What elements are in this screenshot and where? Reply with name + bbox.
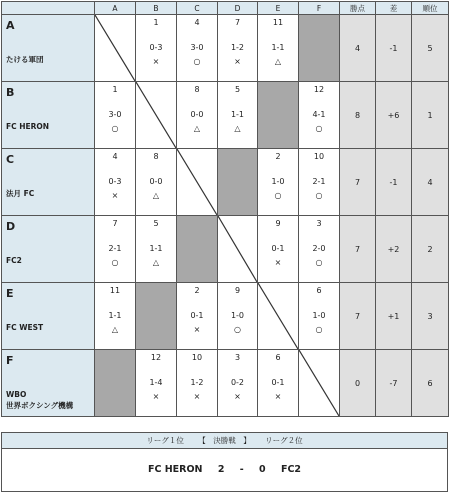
- match-result-cell: [95, 82, 136, 149]
- match-number: 1: [112, 85, 118, 94]
- self-match-cell: [218, 216, 258, 283]
- team-name: FC2: [6, 256, 22, 265]
- match-number: 4: [194, 18, 200, 27]
- diagonal-line: [136, 82, 176, 148]
- team-name: たける軍団: [6, 55, 44, 64]
- no-match-cell: [177, 216, 218, 283]
- final-header: [2, 433, 447, 449]
- diagonal-line: [258, 283, 298, 349]
- match-number: 7: [112, 219, 118, 228]
- match-score: 1-1: [271, 43, 285, 52]
- match-number: 3: [234, 353, 241, 362]
- final-title: 【 決勝戦 】: [198, 436, 251, 445]
- final-league-first-label: リーグ１位: [146, 436, 184, 445]
- self-match-cell: [177, 149, 218, 216]
- points-cell: 7: [340, 283, 376, 350]
- league-table: [1, 1, 449, 417]
- self-match-cell: [136, 82, 177, 149]
- match-score: 0-3: [149, 43, 163, 52]
- match-result-cell: [218, 82, 258, 149]
- goal-diff-cell: +6: [376, 82, 412, 149]
- match-result-cell: [136, 350, 177, 417]
- match-mark: △: [234, 124, 241, 133]
- goal-diff-cell: -1: [376, 15, 412, 82]
- team-row: [2, 283, 449, 350]
- team-code: A: [6, 19, 15, 32]
- team-name: 法月 FC: [6, 189, 35, 198]
- header-cell: [2, 2, 95, 15]
- match-result-cell: [258, 216, 299, 283]
- points-cell: 8: [340, 82, 376, 149]
- match-result-cell: [258, 15, 299, 82]
- no-match-cell: [95, 350, 136, 417]
- header-cell: C: [177, 2, 218, 15]
- match-score: 2-1: [108, 244, 122, 253]
- final-match-panel: [1, 432, 448, 492]
- match-mark: ○: [111, 258, 119, 267]
- match-mark: ×: [152, 57, 160, 66]
- match-result-cell: [299, 149, 340, 216]
- header-cell: F: [299, 2, 340, 15]
- no-match-cell: [136, 283, 177, 350]
- rank-cell: 4: [412, 149, 449, 216]
- match-mark: ×: [234, 392, 241, 401]
- match-mark: ○: [315, 258, 323, 267]
- match-result-cell: [299, 82, 340, 149]
- team-row: [2, 149, 449, 216]
- header-cell: 差: [376, 2, 412, 15]
- no-match-cell: [258, 82, 299, 149]
- match-number: 7: [234, 18, 241, 27]
- header-cell: B: [136, 2, 177, 15]
- rank-cell: 3: [412, 283, 449, 350]
- header-cell: A: [95, 2, 136, 15]
- team-code: E: [6, 287, 14, 300]
- match-result-cell: [95, 283, 136, 350]
- match-result-cell: [218, 350, 258, 417]
- diagonal-line: [177, 149, 217, 215]
- header-cell: E: [258, 2, 299, 15]
- match-score: 3-0: [190, 43, 204, 52]
- match-mark: △: [152, 191, 160, 200]
- points-cell: 7: [340, 149, 376, 216]
- team-name-cell: [2, 15, 95, 82]
- final-result: [2, 449, 447, 491]
- match-score: 1-2: [190, 378, 204, 387]
- match-mark: ×: [193, 325, 201, 334]
- team-name: WBO 世界ボクシング機構: [6, 390, 74, 410]
- match-score: 0-0: [190, 110, 204, 119]
- match-score: 1-0: [271, 177, 285, 186]
- match-score: 1-1: [230, 110, 245, 119]
- no-match-cell: [218, 149, 258, 216]
- no-match-cell: [299, 15, 340, 82]
- goal-diff-cell: +2: [376, 216, 412, 283]
- match-result-cell: [177, 82, 218, 149]
- match-mark: ○: [234, 325, 241, 334]
- team-name-cell: [2, 216, 95, 283]
- match-result-cell: [258, 149, 299, 216]
- match-score: 1-1: [108, 311, 122, 320]
- match-number: 2: [275, 152, 281, 161]
- match-result-cell: [177, 350, 218, 417]
- match-score: 0-3: [108, 177, 122, 186]
- match-number: 8: [153, 152, 159, 161]
- match-mark: ×: [234, 57, 241, 66]
- team-code: B: [6, 86, 15, 99]
- diagonal-line: [95, 15, 135, 81]
- team-name-cell: [2, 149, 95, 216]
- final-team2: FC2: [280, 464, 302, 475]
- match-score: 1-0: [312, 311, 326, 320]
- match-result-cell: [218, 283, 258, 350]
- team-code: D: [6, 220, 16, 233]
- self-match-cell: [258, 283, 299, 350]
- match-number: 1: [153, 18, 159, 27]
- match-result-cell: [136, 216, 177, 283]
- match-number: 6: [316, 286, 322, 295]
- match-number: 4: [112, 152, 118, 161]
- match-mark: ○: [315, 124, 323, 133]
- final-team1: FC HERON: [147, 464, 203, 475]
- goal-diff-cell: +1: [376, 283, 412, 350]
- team-code: F: [6, 354, 14, 367]
- league-table-container: [1, 1, 448, 423]
- match-result-cell: [299, 216, 340, 283]
- team-row: [2, 216, 449, 283]
- match-mark: △: [193, 124, 201, 133]
- points-cell: 7: [340, 216, 376, 283]
- rank-cell: 2: [412, 216, 449, 283]
- match-number: 3: [316, 219, 322, 228]
- match-result-cell: [95, 149, 136, 216]
- self-match-cell: [299, 350, 340, 417]
- match-score: 1-2: [230, 43, 245, 52]
- header-cell: 順位: [412, 2, 449, 15]
- diagonal-line: [299, 350, 339, 416]
- final-score2: 0: [259, 464, 266, 475]
- match-score: 1-4: [149, 378, 163, 387]
- match-mark: ○: [315, 191, 323, 200]
- match-score: 2-0: [312, 244, 326, 253]
- match-number: 10: [191, 353, 203, 362]
- match-mark: ×: [274, 258, 282, 267]
- match-score: 0-1: [271, 244, 285, 253]
- team-name-cell: [2, 350, 95, 417]
- match-mark: ×: [111, 191, 119, 200]
- match-score: 0-1: [271, 378, 285, 387]
- match-score: 1-0: [230, 311, 245, 320]
- team-name-cell: [2, 82, 95, 149]
- match-number: 11: [109, 286, 121, 295]
- match-mark: ○: [274, 191, 282, 200]
- match-number: 5: [153, 219, 159, 228]
- match-number: 8: [194, 85, 200, 94]
- match-score: 1-1: [149, 244, 163, 253]
- rank-cell: 6: [412, 350, 449, 417]
- match-number: 2: [194, 286, 200, 295]
- match-mark: △: [274, 57, 282, 66]
- team-name-cell: [2, 283, 95, 350]
- diagonal-line: [218, 216, 257, 282]
- match-score: 3-0: [108, 110, 122, 119]
- team-name: FC HERON: [6, 122, 50, 131]
- team-row: [2, 82, 449, 149]
- team-row: [2, 350, 449, 417]
- match-number: 12: [150, 353, 162, 362]
- match-number: 12: [313, 85, 325, 94]
- match-result-cell: [218, 15, 258, 82]
- goal-diff-cell: -1: [376, 149, 412, 216]
- goal-diff-cell: -7: [376, 350, 412, 417]
- match-score: 2-1: [312, 177, 326, 186]
- match-result-cell: [258, 350, 299, 417]
- match-number: 9: [234, 286, 241, 295]
- match-mark: ○: [193, 57, 201, 66]
- match-result-cell: [136, 149, 177, 216]
- self-match-cell: [95, 15, 136, 82]
- match-result-cell: [95, 216, 136, 283]
- match-mark: △: [111, 325, 119, 334]
- match-number: 10: [313, 152, 325, 161]
- match-number: 9: [275, 219, 281, 228]
- final-score1: 2: [217, 464, 225, 475]
- team-name: FC WEST: [6, 323, 44, 332]
- final-league-second-label: リーグ２位: [265, 436, 303, 445]
- rank-cell: 1: [412, 82, 449, 149]
- match-result-cell: [136, 15, 177, 82]
- match-score: 4-1: [312, 110, 326, 119]
- match-score: 0-0: [149, 177, 163, 186]
- match-mark: ○: [111, 124, 119, 133]
- match-result-cell: [177, 283, 218, 350]
- rank-cell: 5: [412, 15, 449, 82]
- match-mark: ○: [315, 325, 323, 334]
- points-cell: 0: [340, 350, 376, 417]
- match-number: 11: [272, 18, 284, 27]
- final-dash: -: [239, 464, 244, 475]
- match-number: 5: [234, 85, 241, 94]
- team-row: [2, 15, 449, 82]
- match-result-cell: [299, 283, 340, 350]
- header-row: [2, 2, 449, 15]
- match-mark: △: [152, 258, 160, 267]
- header-cell: 勝点: [340, 2, 376, 15]
- match-score: 0-2: [230, 378, 245, 387]
- match-result-cell: [177, 15, 218, 82]
- points-cell: 4: [340, 15, 376, 82]
- match-mark: ×: [152, 392, 160, 401]
- match-mark: ×: [274, 392, 282, 401]
- match-score: 0-1: [190, 311, 204, 320]
- header-cell: D: [218, 2, 258, 15]
- team-code: C: [6, 153, 15, 166]
- match-number: 6: [275, 353, 281, 362]
- match-mark: ×: [193, 392, 201, 401]
